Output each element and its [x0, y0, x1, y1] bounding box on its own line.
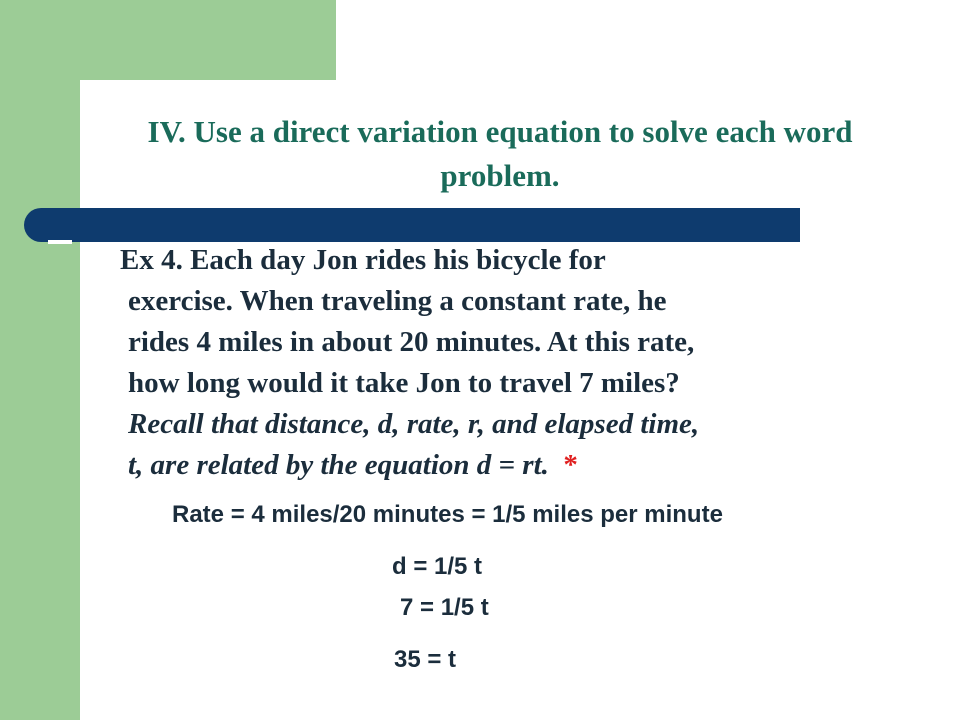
problem-line: how long would it take Jon to travel 7 miles?: [128, 367, 680, 399]
rate-calculation: Rate = 4 miles/20 minutes = 1/5 miles per minute: [172, 501, 723, 528]
divider-notch: [48, 240, 72, 244]
problem-line: exercise. When traveling a constant rate, he: [128, 285, 667, 317]
equation-step-3: 35 = t: [394, 646, 457, 673]
divider-bar: [24, 208, 800, 242]
green-left-band: [0, 0, 80, 720]
problem-line: Ex 4. Each day Jon rides his bicycle for: [120, 244, 606, 276]
green-top-band: [80, 0, 336, 80]
asterisk-marker: *: [563, 449, 578, 481]
problem-hint-text: t, are related by the equation d = rt.: [128, 449, 549, 481]
equation-step-2: 7 = 1/5 t: [400, 594, 489, 621]
equation-step-1: d = 1/5 t: [392, 553, 483, 580]
problem-line: rides 4 miles in about 20 minutes. At this rate,: [128, 326, 695, 358]
problem-hint-last-line: [128, 445, 928, 486]
slide-title: IV. Use a direct variation equation to solve each word problem.: [147, 114, 853, 193]
problem-hint-line: Recall that distance, d, rate, r, and elapsed time,: [128, 408, 700, 440]
problem-statement: [120, 240, 928, 486]
